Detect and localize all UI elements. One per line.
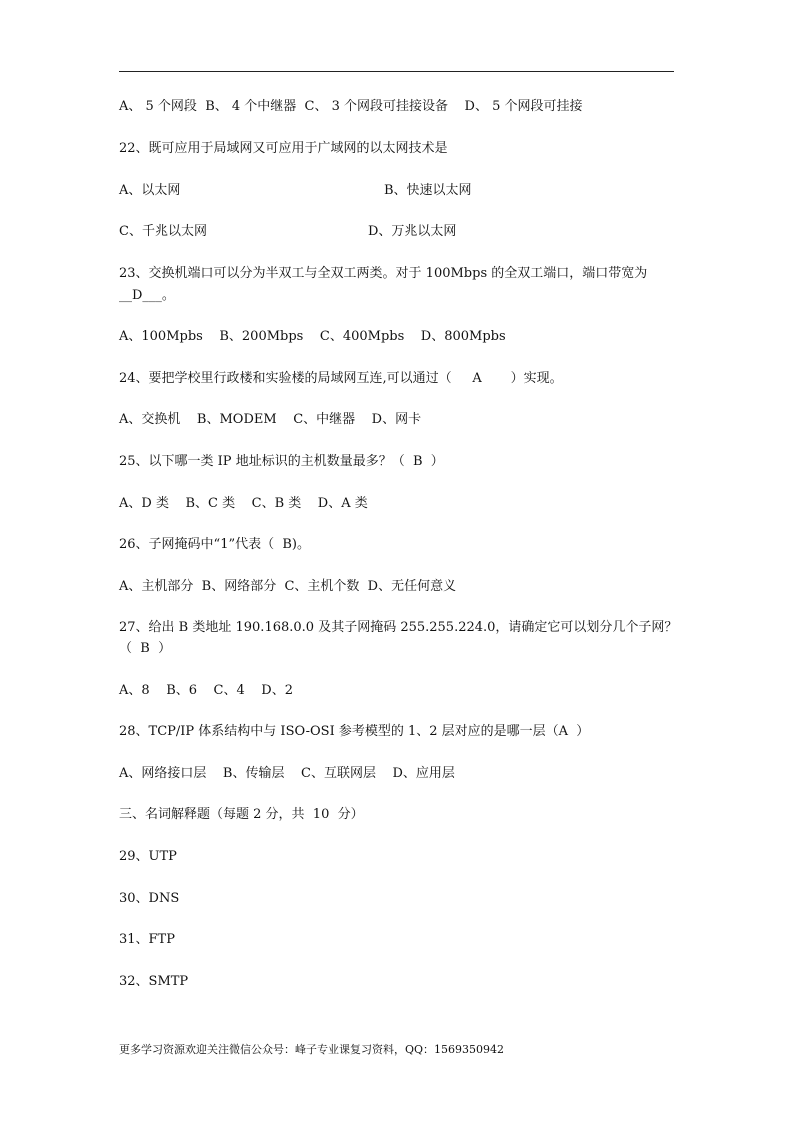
question-31-text: 31、FTP xyxy=(119,932,175,947)
question-22-option-d: D、万兆以太网 xyxy=(368,224,457,239)
question-25-options: A、D 类 B、C 类 C、B 类 D、A 类 xyxy=(119,496,368,511)
question-29-text: 29、UTP xyxy=(119,849,177,864)
question-27-text: 27、给出 B 类地址 190.168.0.0 及其子网掩码 255.255.224.0，请确定它可以划分几个子网？ xyxy=(119,620,678,635)
section-3-heading: 三、名词解释题（每题 2 分，共 10 分） xyxy=(119,807,364,822)
question-24-text: 24、要把学校里行政楼和实验楼的局域网互连,可以通过（ A ）实现。 xyxy=(119,371,563,386)
question-26-options: A、主机部分 B、网络部分 C、主机个数 D、无任何意义 xyxy=(119,579,457,594)
question-27-options: A、8 B、6 C、4 D、2 xyxy=(119,683,293,698)
question-23-answer: __D___。 xyxy=(119,288,175,303)
question-32-text: 32、SMTP xyxy=(119,974,189,989)
question-21-options: A、 5 个网段 B、 4 个中继器 C、 3 个网段可挂接设备 D、 5 个网段可挂接 xyxy=(119,99,583,114)
question-27-answer: （ B ） xyxy=(119,641,172,656)
question-22-option-a: A、以太网 xyxy=(119,183,181,198)
question-26-text: 26、子网掩码中“1”代表（ B)。 xyxy=(119,537,310,552)
question-22-text: 22、既可应用于局域网又可应用于广域网的以太网技术是 xyxy=(119,141,448,156)
page-footer: 更多学习资源欢迎关注微信公众号：峰子专业课复习资料，QQ：1569350942 xyxy=(119,1043,505,1056)
question-23-text: 23、交换机端口可以分为半双工与全双工两类。对于 100Mbps 的全双工端口，端口带宽为 xyxy=(119,266,648,281)
header-rule xyxy=(119,71,674,72)
question-23-options: A、100Mpbs B、200Mbps C、400Mpbs D、800Mpbs xyxy=(119,329,506,344)
question-28-options: A、网络接口层 B、传输层 C、互联网层 D、应用层 xyxy=(119,766,455,781)
question-25-text: 25、以下哪一类 IP 地址标识的主机数量最多？（ B ） xyxy=(119,454,444,469)
question-30-text: 30、DNS xyxy=(119,891,180,906)
question-24-options: A、交换机 B、MODEM C、中继器 D、网卡 xyxy=(119,412,422,427)
question-22-option-b: B、快速以太网 xyxy=(384,183,472,198)
question-28-text: 28、TCP/IP 体系结构中与 ISO-OSI 参考模型的 1、2 层对应的是哪一层（A ） xyxy=(119,724,590,739)
question-22-option-c: C、千兆以太网 xyxy=(119,224,207,239)
